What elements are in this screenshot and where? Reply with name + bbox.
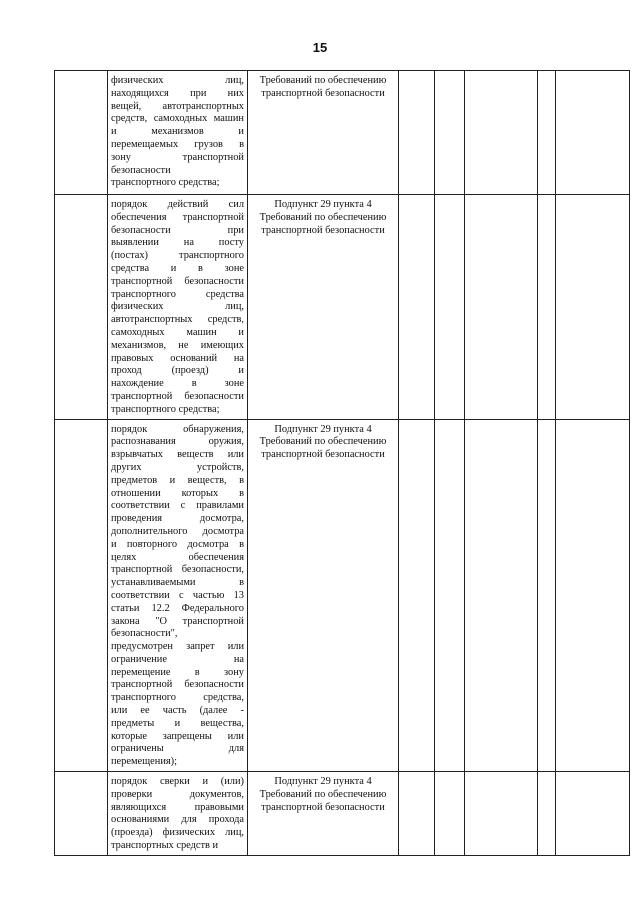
description-line: обеспечения транспортной <box>111 211 244 223</box>
description-line: механизмов, не имеющих <box>111 339 244 351</box>
description-line: проход (проезд) и <box>111 365 244 377</box>
empty-cell <box>55 71 108 195</box>
description-line: транспортной безопасности <box>111 679 244 691</box>
reference-cell <box>248 772 399 856</box>
description-line: распознавания оружия, <box>111 436 244 448</box>
reference-text <box>248 195 398 239</box>
description-line: безопасности", <box>111 628 178 640</box>
empty-cell <box>399 71 435 195</box>
empty-cell <box>538 772 556 856</box>
description-line: безопасности <box>111 164 171 176</box>
empty-cell <box>465 772 538 856</box>
reference-line: транспортной безопасности <box>261 87 385 99</box>
description-line: транспортного средства; <box>111 177 220 189</box>
description-line: закона "О транспортной <box>111 615 244 627</box>
empty-cell <box>55 419 108 772</box>
description-line: порядок действий сил <box>111 199 244 210</box>
description-line: (постах) транспортного <box>111 250 244 262</box>
empty-cell <box>399 419 435 772</box>
description-cell <box>108 195 248 420</box>
description-cell <box>108 71 248 195</box>
description-line: проведения досмотра, <box>111 513 244 525</box>
description-line: перемещения); <box>111 756 178 768</box>
description-line: транспортных средств и <box>111 840 219 852</box>
empty-cell <box>556 772 630 856</box>
reference-line: Требований по обеспечению <box>259 436 387 448</box>
table-body <box>55 71 630 856</box>
description-line: основаниями для прохода <box>111 814 244 826</box>
description-cell <box>108 772 248 856</box>
description-line: устанавливаемыми в <box>111 577 244 589</box>
description-line: вещей, автотранспортных <box>111 100 244 112</box>
description-line: предметы и вещества, <box>111 717 244 729</box>
description-line: проверки документов, <box>111 788 244 800</box>
requirements-table <box>54 70 630 856</box>
description-line: средства и в зоне <box>111 262 244 274</box>
empty-cell <box>556 195 630 420</box>
empty-cell <box>399 195 435 420</box>
empty-cell <box>435 419 465 772</box>
reference-text <box>248 71 398 103</box>
empty-cell <box>538 419 556 772</box>
description-line: предметов и веществ, в <box>111 474 244 486</box>
description-line: предусмотрен запрет или <box>111 641 244 653</box>
description-line: перемещаемых грузов в <box>111 138 244 150</box>
description-line: безопасности при <box>111 224 244 236</box>
description-line: нахождение в зоне <box>111 378 244 390</box>
empty-cell <box>465 419 538 772</box>
reference-cell <box>248 195 399 420</box>
description-line: перемещение в зону <box>111 666 244 678</box>
description-line: являющихся правовыми <box>111 801 244 813</box>
reference-line: Подпункт 29 пункта 4 <box>274 199 372 210</box>
reference-cell <box>248 71 399 195</box>
description-line: целях обеспечения <box>111 551 244 563</box>
empty-cell <box>399 772 435 856</box>
reference-line: Требований по обеспечению <box>259 75 387 86</box>
reference-text <box>248 420 398 464</box>
reference-line: транспортной безопасности <box>261 224 385 236</box>
description-line: ограничение на <box>111 653 244 665</box>
description-line: порядок сверки и (или) <box>111 776 244 788</box>
description-line: (проезда) физических лиц, <box>111 827 244 839</box>
description-text <box>108 772 247 855</box>
description-line: транспортного средства; <box>111 403 220 415</box>
description-line: транспортного средства, <box>111 692 244 704</box>
description-line: или ее часть (далее - <box>111 705 244 717</box>
reference-line: Подпункт 29 пункта 4 <box>274 423 372 435</box>
empty-cell <box>55 772 108 856</box>
description-line: и повторного досмотра в <box>111 538 244 550</box>
description-line: дополнительного досмотра <box>111 525 244 537</box>
table-row <box>55 195 630 420</box>
description-line: физических лиц, <box>111 75 244 86</box>
empty-cell <box>55 195 108 420</box>
description-line: находящихся при них <box>111 87 244 99</box>
description-line: правовых оснований на <box>111 352 244 364</box>
table-row <box>55 772 630 856</box>
description-line: соответствии с правилами <box>111 500 244 512</box>
description-line: транспортной безопасности <box>111 390 244 402</box>
empty-cell <box>465 71 538 195</box>
reference-line: Требований по обеспечению <box>259 211 387 223</box>
description-line: статьи 12.2 Федерального <box>111 602 244 614</box>
empty-cell <box>556 419 630 772</box>
empty-cell <box>538 71 556 195</box>
description-text <box>108 420 247 772</box>
description-line: взрывчатых веществ или <box>111 449 244 461</box>
description-line: которые запрещены или <box>111 730 244 742</box>
description-text <box>108 195 247 419</box>
reference-line: Требований по обеспечению <box>259 788 387 800</box>
description-line: транспортной безопасности, <box>111 564 244 576</box>
description-line: других устройств, <box>111 461 244 473</box>
description-line: самоходных машин и <box>111 326 244 338</box>
description-line: ограничены для <box>111 743 244 755</box>
description-line: и механизмов и <box>111 126 244 138</box>
description-cell <box>108 419 248 772</box>
description-line: физических лиц, <box>111 301 244 313</box>
table-row <box>55 419 630 772</box>
description-line: транспортного средства <box>111 288 244 300</box>
empty-cell <box>435 71 465 195</box>
empty-cell <box>556 71 630 195</box>
reference-text <box>248 772 398 816</box>
description-line: выявлении на посту <box>111 237 244 249</box>
empty-cell <box>435 195 465 420</box>
description-line: зону транспортной <box>111 151 244 163</box>
empty-cell <box>538 195 556 420</box>
description-text <box>108 71 247 192</box>
table-row <box>55 71 630 195</box>
description-line: порядок обнаружения, <box>111 423 244 435</box>
reference-line: Подпункт 29 пункта 4 <box>274 776 372 788</box>
description-line: соответствии с частью 13 <box>111 589 244 601</box>
empty-cell <box>465 195 538 420</box>
reference-line: транспортной безопасности <box>261 449 385 461</box>
description-line: транспортной безопасности <box>111 275 244 287</box>
page-number: 15 <box>312 40 328 55</box>
reference-line: транспортной безопасности <box>261 801 385 813</box>
empty-cell <box>435 772 465 856</box>
description-line: автотранспортных средств, <box>111 314 244 326</box>
description-line: отношении которых в <box>111 487 244 499</box>
description-line: средств, самоходных машин <box>111 113 244 125</box>
reference-cell <box>248 419 399 772</box>
